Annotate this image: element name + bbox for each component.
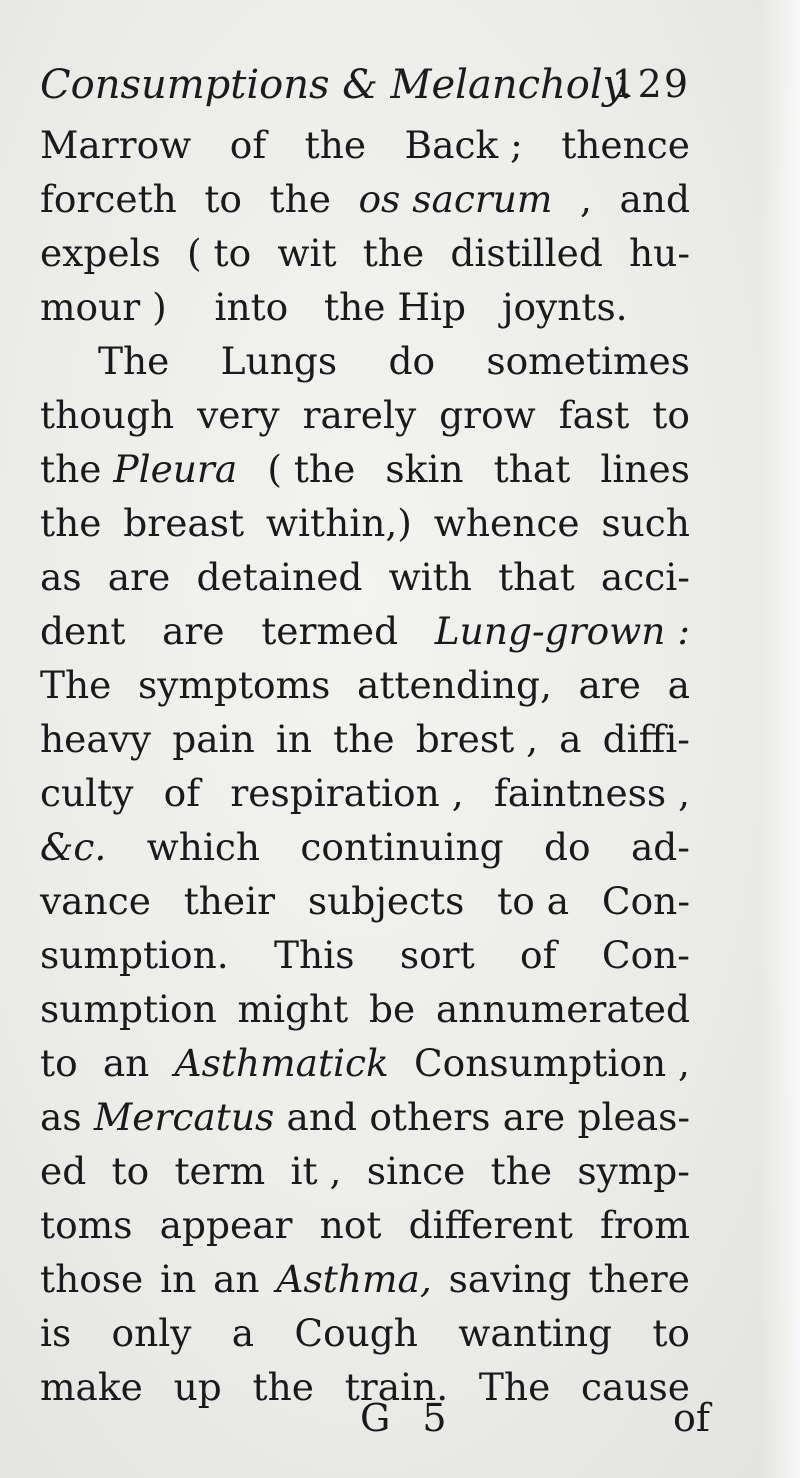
word: cause xyxy=(581,1365,690,1409)
text-line xyxy=(40,1090,690,1144)
word: are xyxy=(578,663,641,707)
word: The xyxy=(478,1365,551,1409)
text-line xyxy=(40,388,690,442)
body-text xyxy=(40,118,690,1414)
text-line xyxy=(40,172,690,226)
word: This xyxy=(274,933,355,977)
text-line xyxy=(40,820,690,874)
word: a xyxy=(667,663,690,707)
word: sort xyxy=(399,933,475,977)
word: there xyxy=(588,1257,690,1301)
word: expels xyxy=(40,231,161,275)
word-with-italic xyxy=(40,442,237,496)
word: from xyxy=(600,1203,690,1247)
word: termed xyxy=(261,609,399,653)
italic-term: Pleura xyxy=(113,447,238,491)
text-line xyxy=(40,658,690,712)
text-line xyxy=(40,1036,690,1090)
text-line xyxy=(40,496,690,550)
word: the xyxy=(40,447,114,491)
text-line xyxy=(40,1144,690,1198)
word: of xyxy=(520,933,557,977)
word: to xyxy=(111,1149,150,1193)
text-line xyxy=(40,226,690,280)
word: distilled xyxy=(450,231,603,275)
italic-term: &c. xyxy=(40,825,107,869)
word: of xyxy=(229,123,267,167)
word: heavy xyxy=(40,717,152,761)
text-line xyxy=(40,1252,690,1306)
word: an xyxy=(102,1041,150,1085)
word: such xyxy=(601,501,690,545)
word: pleas- xyxy=(577,1095,690,1139)
word: detained xyxy=(196,555,363,599)
word: others xyxy=(369,1095,491,1139)
word: Cough xyxy=(294,1311,418,1355)
italic-term: Lung-grown : xyxy=(434,609,690,653)
word: a xyxy=(231,1311,255,1355)
text-line xyxy=(40,118,690,172)
word: saving xyxy=(448,1257,572,1301)
word: sometimes xyxy=(486,339,690,383)
word: different xyxy=(408,1203,573,1247)
word: dent xyxy=(40,609,126,653)
word: thence xyxy=(561,123,690,167)
word: symptoms xyxy=(137,663,331,707)
word: Back ; xyxy=(404,123,523,167)
word: the xyxy=(40,501,102,545)
word: as xyxy=(40,555,82,599)
word: grow xyxy=(439,393,536,437)
word: make xyxy=(40,1365,143,1409)
word: to a xyxy=(497,879,570,923)
word: the xyxy=(252,1365,314,1409)
italic-term: Mercatus xyxy=(93,1095,275,1139)
word: within,) xyxy=(265,501,412,545)
word: the xyxy=(362,231,425,275)
word: to xyxy=(652,393,690,437)
italic-term: Asthmatick xyxy=(174,1041,389,1085)
word: whence xyxy=(433,501,580,545)
word: a xyxy=(559,717,582,761)
word: which xyxy=(146,825,261,869)
word: that xyxy=(498,555,575,599)
word: forceth xyxy=(40,177,177,221)
word: Con- xyxy=(601,933,690,977)
word: culty xyxy=(40,771,134,815)
word: wanting xyxy=(458,1311,613,1355)
signature-mark: G 5 xyxy=(360,1396,457,1440)
page-number: 129 xyxy=(611,62,690,106)
text-line xyxy=(40,550,690,604)
word: those xyxy=(40,1257,144,1301)
word: sumption xyxy=(40,987,217,1031)
word: the xyxy=(490,1149,553,1193)
word: Marrow xyxy=(40,123,192,167)
word: the xyxy=(333,717,395,761)
word: breast xyxy=(123,501,245,545)
word: term xyxy=(174,1149,266,1193)
word: and xyxy=(619,177,690,221)
word: might xyxy=(237,987,349,1031)
word: sumption. xyxy=(40,933,229,977)
word: are xyxy=(107,555,171,599)
catchword: of xyxy=(673,1396,710,1440)
word: ( the xyxy=(267,447,356,491)
word: brest , xyxy=(415,717,539,761)
text-line xyxy=(40,442,690,496)
word: diffi- xyxy=(602,717,690,761)
word: that xyxy=(493,447,571,491)
word: of xyxy=(163,771,201,815)
word: joynts. xyxy=(501,285,628,329)
text-line xyxy=(40,712,690,766)
text-line xyxy=(40,604,690,658)
word: The xyxy=(98,339,170,383)
word: to xyxy=(652,1311,690,1355)
italic-term: os sacrum xyxy=(358,177,553,221)
text-line xyxy=(40,280,690,334)
word: fast xyxy=(558,393,630,437)
text-line xyxy=(40,1198,690,1252)
italic-term: Asthma, xyxy=(276,1257,432,1301)
word: not xyxy=(319,1203,382,1247)
word: an xyxy=(213,1257,260,1301)
word: skin xyxy=(385,447,464,491)
word: and xyxy=(286,1095,358,1139)
running-title: Consumptions & Melancholy. xyxy=(40,62,633,108)
word: annumerated xyxy=(435,987,690,1031)
word: do xyxy=(388,339,436,383)
word: to xyxy=(204,177,242,221)
word: , xyxy=(580,177,592,221)
word: are xyxy=(162,609,225,653)
word: hu- xyxy=(629,231,690,275)
page-footer xyxy=(40,1396,710,1450)
word: lines xyxy=(600,447,690,491)
word: appear xyxy=(159,1203,293,1247)
page-edge xyxy=(760,0,800,1478)
word: Lungs xyxy=(220,339,338,383)
word: do xyxy=(544,825,591,869)
word: be xyxy=(368,987,416,1031)
word: though xyxy=(40,393,175,437)
word: to xyxy=(40,1041,78,1085)
running-head xyxy=(40,62,690,112)
word: is xyxy=(40,1311,72,1355)
word: pain xyxy=(172,717,255,761)
word: the xyxy=(269,177,331,221)
word: rarely xyxy=(302,393,417,437)
word: toms xyxy=(40,1203,133,1247)
word: ed xyxy=(40,1149,87,1193)
word: only xyxy=(111,1311,192,1355)
word: acci- xyxy=(600,555,690,599)
word: their xyxy=(183,879,276,923)
word: in xyxy=(275,717,313,761)
word: faintness , xyxy=(493,771,690,815)
text-line xyxy=(40,874,690,928)
word: up xyxy=(173,1365,222,1409)
word: the Hip xyxy=(324,285,467,329)
word: Con- xyxy=(601,879,690,923)
word: symp- xyxy=(577,1149,690,1193)
word: since xyxy=(366,1149,466,1193)
word: in xyxy=(160,1257,197,1301)
word: train. xyxy=(344,1365,449,1409)
word: with xyxy=(388,555,472,599)
word: mour ) xyxy=(40,285,167,329)
word: The xyxy=(40,663,112,707)
word: the xyxy=(304,123,367,167)
word: are xyxy=(502,1095,566,1139)
word: as xyxy=(40,1095,82,1139)
text-line xyxy=(40,766,690,820)
text-line xyxy=(40,928,690,982)
text-line xyxy=(40,1306,690,1360)
word: continuing xyxy=(300,825,504,869)
word: subjects xyxy=(307,879,465,923)
text-line xyxy=(40,334,690,388)
word: attending, xyxy=(357,663,552,707)
word: ad- xyxy=(630,825,690,869)
text-line xyxy=(40,982,690,1036)
word: respiration , xyxy=(230,771,464,815)
word: wit xyxy=(277,231,337,275)
word: Consumption , xyxy=(413,1041,690,1085)
word: ( to xyxy=(186,231,252,275)
word: very xyxy=(197,393,280,437)
word: it , xyxy=(290,1149,342,1193)
word: into xyxy=(214,285,289,329)
word: vance xyxy=(40,879,151,923)
